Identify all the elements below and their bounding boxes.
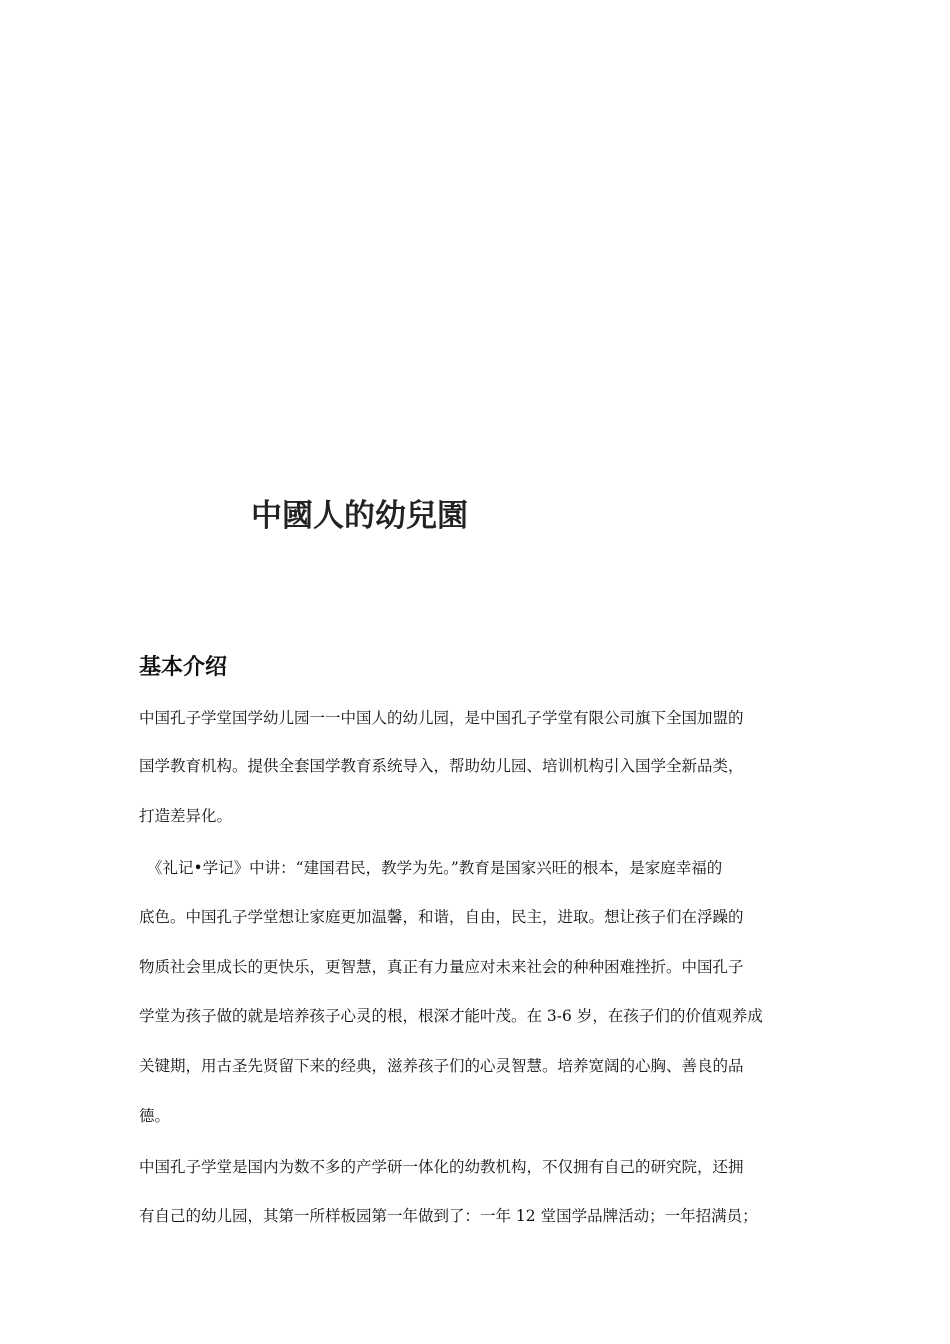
paragraph-line: 德。 (139, 1107, 171, 1125)
paragraph-line: 中国孔子学堂国学幼儿园一一中国人的幼儿园，是中国孔子学堂有限公司旗下全国加盟的 (139, 709, 744, 727)
paragraph-line: 打造差异化。 (139, 807, 233, 825)
section-heading: 基本介绍 (139, 655, 228, 680)
paragraph-line: 中国孔子学堂是国内为数不多的产学研一体化的幼教机构，不仅拥有自己的研究院，还拥 (139, 1158, 744, 1176)
paragraph-line: 底色。中国孔子学堂想让家庭更加温馨，和谐，自由，民主，进取。想让孩子们在浮躁的 (139, 908, 744, 926)
paragraph-line: 有自己的幼儿园，其第一所样板园第一年做到了：一年 12 堂国学品牌活动；一年招满员； (139, 1207, 758, 1225)
paragraph-line: 关键期，用古圣先贤留下来的经典，滋养孩子们的心灵智慧。培养宽阔的心胸、善良的品 (139, 1057, 744, 1075)
paragraph-line: 国学教育机构。提供全套国学教育系统导入，帮助幼儿园、培训机构引入国学全新品类， (139, 757, 744, 775)
document-title: 中國人的幼兒園 (251, 498, 468, 534)
paragraph-line: 学堂为孩子做的就是培养孩子心灵的根，根深才能叶茂。在 3-6 岁，在孩子们的价值观养成 (139, 1007, 763, 1025)
paragraph-line: 物质社会里成长的更快乐，更智慧，真正有力量应对未来社会的种种困难挫折。中国孔子 (139, 958, 744, 976)
paragraph-line: 《礼记•学记》中讲：“建国君民，教学为先。”教育是国家兴旺的根本，是家庭幸福的 (147, 859, 723, 877)
